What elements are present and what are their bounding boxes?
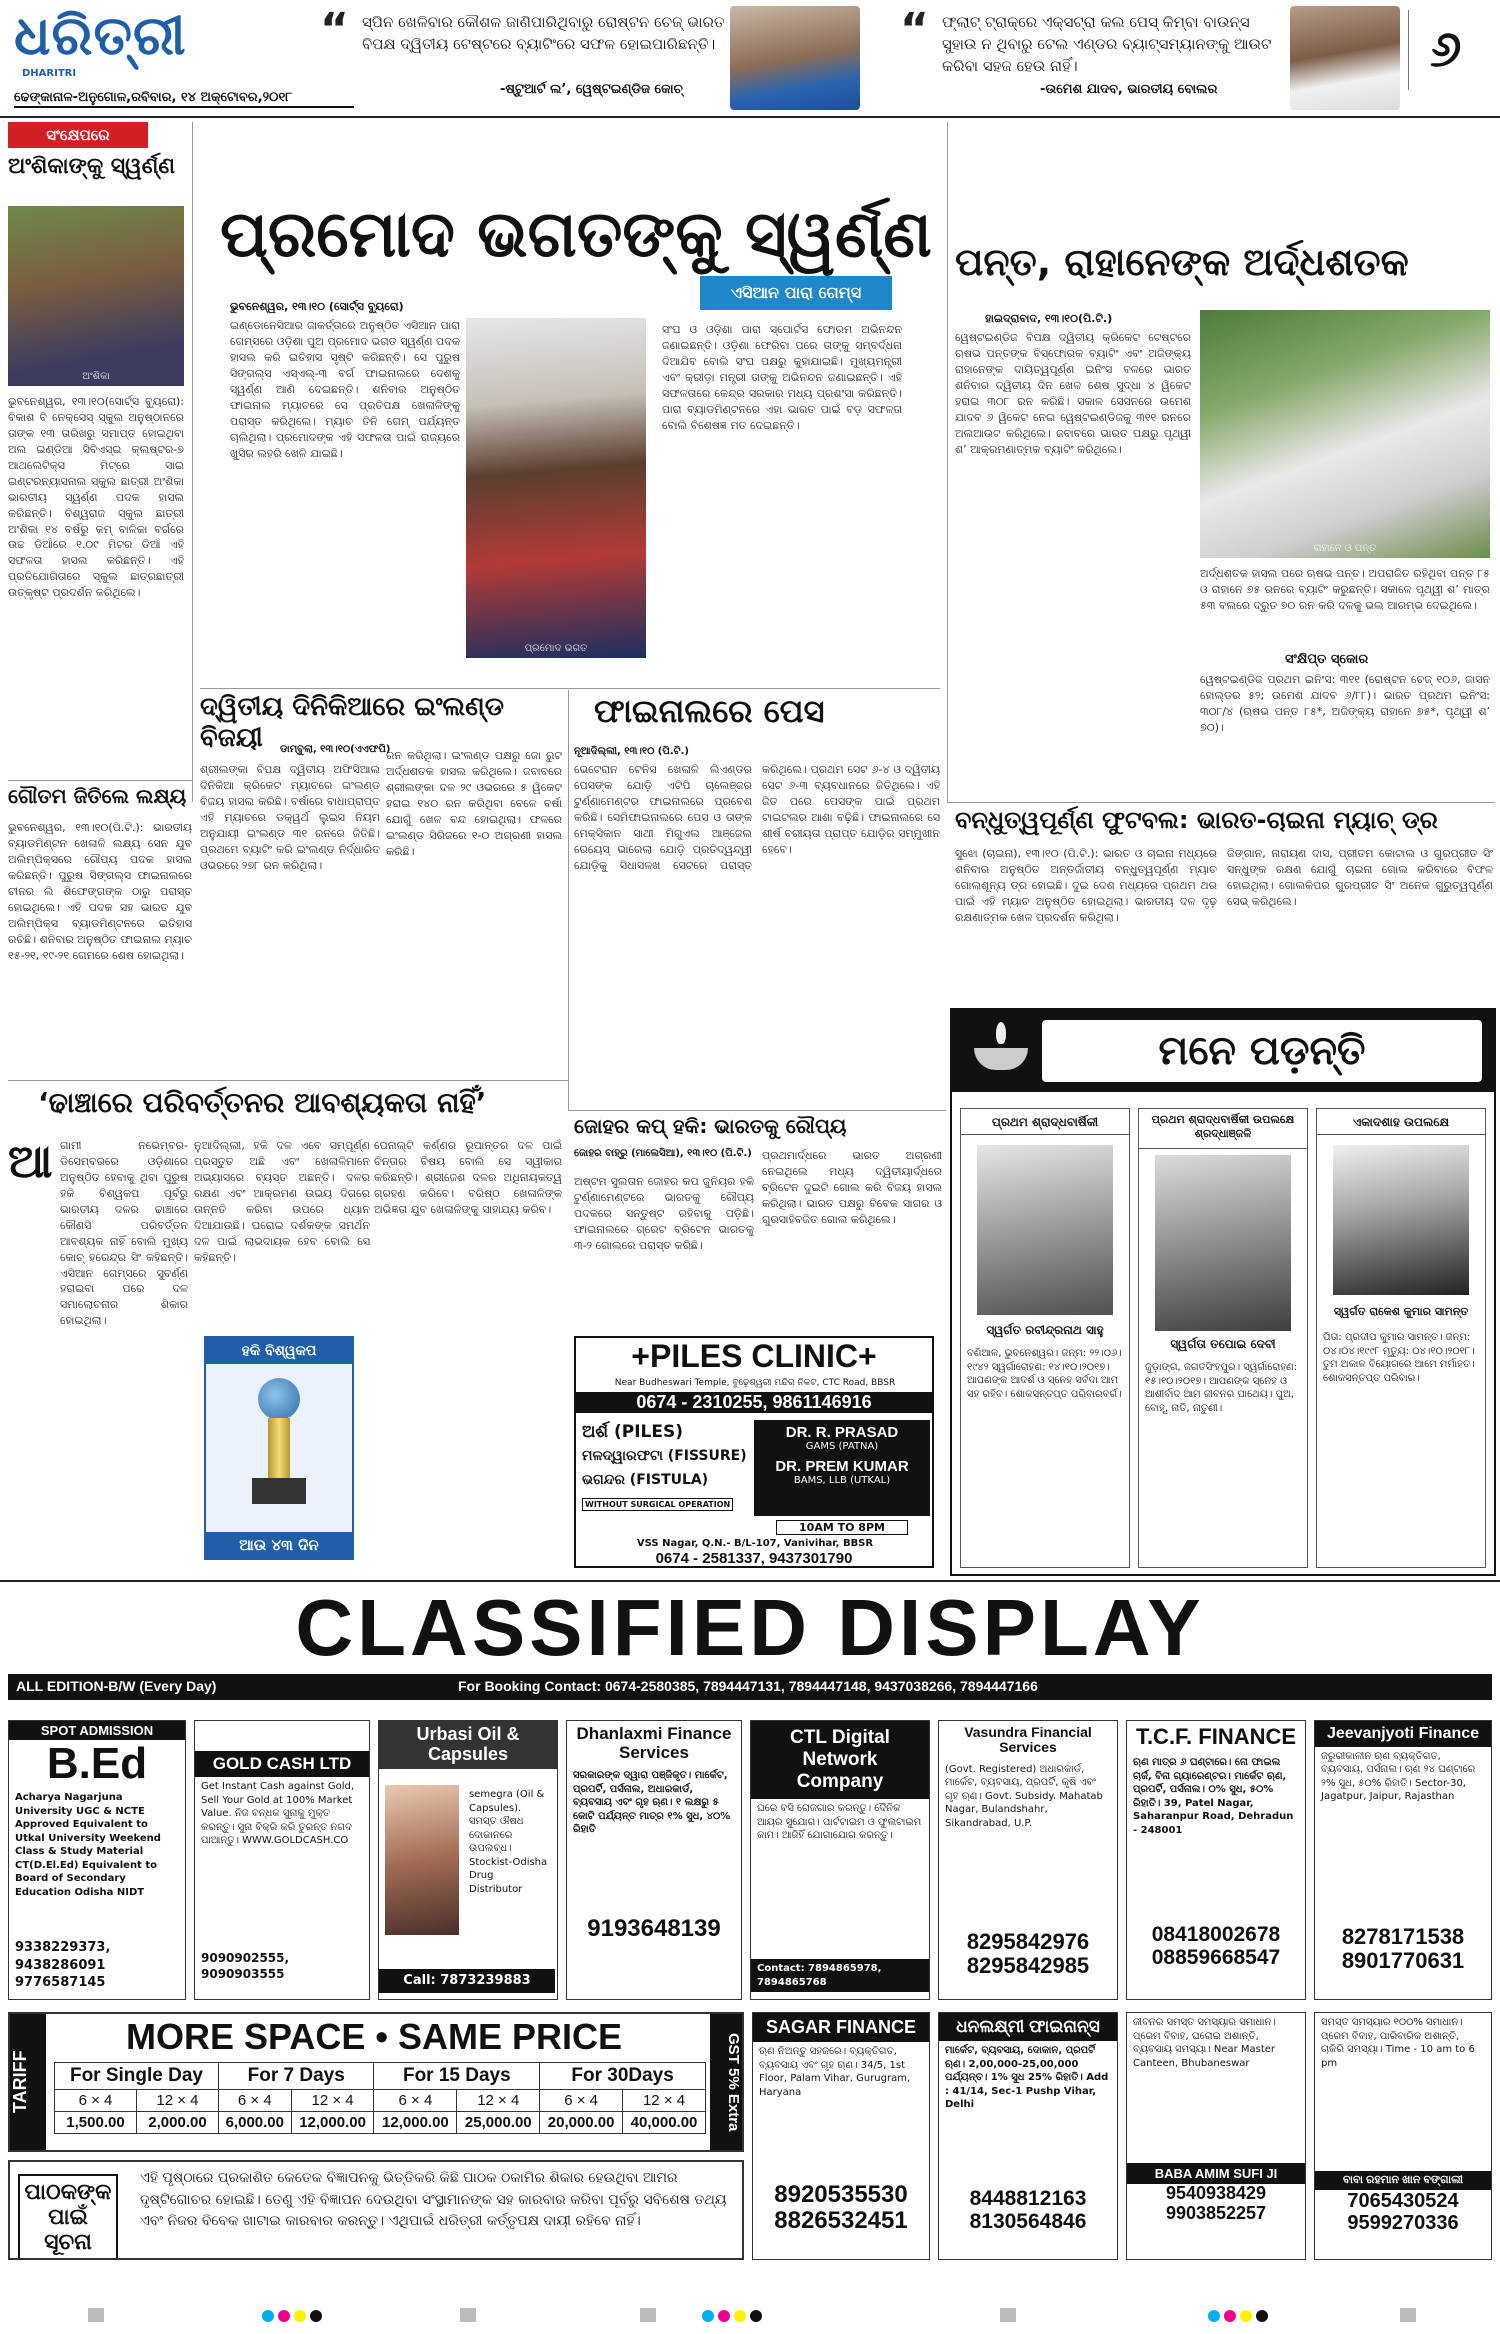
hockey-dropcap: ଆ bbox=[8, 1134, 53, 1188]
cricket-col-1: ୱେଷ୍ଟଇଣ୍ଡିଜ ବିପକ୍ଷ ଦ୍ୱିତୀୟ କ୍ରିକେଟ ଟେଷ୍ଟରେ ଋଷଭ ପନ୍ତଙ୍କ ବିସ୍ଫୋରକ ବ୍ୟାଟିଂ ଏବଂ ଅଜିଙ୍କ୍ୟ ରାହାନେଙ୍କ ଦାୟିତ୍ୱପୂର୍ଣ୍ଣ ଇନିଂସ ବଳରେ ଭାରତ ଶନିବାର ଦ୍ୱିତୀୟ ଦିନ ଖେଳ ଶେଷ ସୁଦ୍ଧା ୪ ୱିକେଟ ହରାଇ ୩୦୮ ରନ କରିଛି। ସକାଳ ସେସନରେ ଉମେଶ ଯାଦବ ୬ ୱିକେଟ ନେଇ ୱେଷ୍ଟଇଣ୍ଡିଜକୁ ୩୧୧ ରନରେ ଅଲଆଉଟ କରିଥିଲେ। ଜବାବରେ ଭାରତ ପକ୍ଷରୁ ପୃଥ୍ୱୀ ଶ’ ଆକ୍ରମଣାତ୍ମକ ବ୍ୟାଟିଂ କରିଥିଲେ। bbox=[955, 331, 1191, 456]
quote-1-text: ସ୍ପିନ ଖେଳିବାର କୌଶଳ ଜାଣିପାରିଥିବାରୁ ରୋଷ୍ଟନ ଚେଜ୍ ଭାରତ ବିପକ୍ଷ ଦ୍ୱିତୀୟ ଟେଷ୍ଟରେ ବ୍ୟାଟିଂରେ ସଫଳ ହୋଇପାରିଛନ୍ତି। bbox=[362, 13, 725, 53]
memorial-text-1: ବଣିଆଳ, ଭୁବନେଶ୍ୱର। ଜନ୍ମ: ୨୨।୦୬।୧୯୪୨ ସ୍ୱର୍ଗାରୋହଣ: ୧୪।୧୦।୨୦୧୭। ଆପଣଙ୍କ ଆଦର୍ଶ ଓ ସ୍ନେହ ସର୍ବଦା ଆମ ସହ ରହିବ। ଶୋକସନ୍ତପ୍ତ ପରିବାରବର୍ଗ। bbox=[967, 1348, 1122, 1400]
ad-bed-body: Acharya Nagarjuna University UGC & NCTE Approved Equivalent to Utkal University Weekend Class & Study Material CT(D.El.Ed) Equivalent to Board of Secondary Education Odisha NIDT bbox=[15, 1792, 161, 1898]
ad-urbasi-body: semegra (Oil & Capsules). ସମସ୍ତ ଔଷଧ ଦୋକାନରେ ଉପଲବ୍ଧ। Stockist-Odisha Drug Distributor bbox=[469, 1789, 548, 1895]
doctor-2-qual: BAMS, LLB (UTKAL) bbox=[793, 1475, 891, 1486]
tariff-size: 12 × 4 bbox=[291, 2090, 374, 2112]
piles-item-3: ଭଗନ୍ଦର (FISTULA) bbox=[582, 1472, 709, 1488]
tariff-box bbox=[8, 2012, 744, 2152]
tariff-price: 2,000.00 bbox=[136, 2112, 218, 2134]
lead-headline: ପ୍ରମୋଦ ଭଗତଙ୍କୁ ସ୍ୱର୍ଣ୍ଣ bbox=[220, 198, 932, 272]
ad-baba-amim-phone: 9540938429 9903852257 bbox=[1165, 2183, 1267, 2223]
tariff-size: 6 × 4 bbox=[374, 2090, 457, 2112]
football-col-2: ଜିଙ୍ଗାନ, ନାରାୟଣ ଦାସ, ପ୍ରୀତମ କୋଟାଲ ଓ ଗୁରପ୍ରୀତ ସିଂ ସନ୍ଧୁଙ୍କ ରକ୍ଷଣ ଯୋଗୁଁ ଚାଇନା ଗୋଲ କରିବାରେ ବିଫଳ ହୋଇଥିଲା। ଗୋଲକିପର ଗୁରପ୍ରୀତ ସିଂ ଅନେକ ଗୁରୁତ୍ୱପୂର୍ଣ୍ଣ ସେଭ୍ କରିଥିଲେ। bbox=[1227, 847, 1493, 908]
england-col-2: ରନ କରିଥିଲା। ଇଂଲଣ୍ଡ ପକ୍ଷରୁ ଜୋ ରୁଟ ଅର୍ଦ୍ଧଶତକ ହାସଲ କରିଥିଲେ। ଜବାବରେ ଶ୍ରୀଲଙ୍କା ଦଳ ୨୯ ଓଭରରେ ୫ ୱିକେଟ ହରାଇ ୧୪୦ ରନ କରିଥିବା ବେଳେ ବର୍ଷା ଯୋଗୁଁ ଖେଳ ବନ୍ଦ ହୋଇଥିଲା। ଫଳରେ ଇଂଲଣ୍ଡ ସିରିଜରେ ୧-୦ ଅଗ୍ରଣୀ ହାସଲ କରିଛି। bbox=[386, 749, 562, 858]
ad-vasundra-body: (Govt. Registered) ଅଧାରକାର୍ଡ, ମାର୍କେଟ, ବ୍ୟବସାୟ, ପ୍ରପର୍ଟି, କୃଷି ଏବଂ ଗୃହ ଋଣ। Govt. Subsidy. Mahatab Nagar, Bulandshahr, Sikandrabad, U.P. bbox=[945, 1763, 1103, 1829]
quote-2-author: -ଉମେଶ ଯାଦବ, ଭାରତୀୟ ବୋଲର bbox=[1040, 82, 1218, 97]
tariff-size: 12 × 4 bbox=[623, 2090, 706, 2112]
football-col-1: ସୁଝୋ (ଚାଇନା), ୧୩।୧୦ (ପି.ଟି.): ଭାରତ ଓ ଚାଇନା ମଧ୍ୟରେ ଶନିବାର ଅନୁଷ୍ଠିତ ଅନ୍ତର୍ଜାତୀୟ ବନ୍ଧୁତ୍ୱପୂର୍ଣ୍ଣ ମ୍ୟାଚ ଗୋଲଶୂନ୍ୟ ଡ୍ର ହୋଇଛି। ଦୁଇ ଦେଶ ମଧ୍ୟରେ ପ୍ରଥମ ଥର ପାଇଁ ଏହି ମ୍ୟାଚ ଅନୁଷ୍ଠିତ ହୋଇଥିଲା। ଭାରତୀୟ ଦଳ ଦୃଢ଼ ରକ୍ଷଣାତ୍ମକ ଖେଳ ପ୍ରଦର୍ଶନ କରିଥିଲା। bbox=[955, 847, 1217, 924]
tariff-price: 12,000.00 bbox=[374, 2112, 457, 2134]
memorial-name-3: ସ୍ୱର୍ଗତ ରାକେଶ କୁମାର ସାମନ୍ତ bbox=[1333, 1305, 1469, 1318]
bowler-photo bbox=[1290, 6, 1400, 110]
johor-col-2: ପ୍ରଥମାର୍ଦ୍ଧରେ ଭାରତ ଅଗ୍ରଣୀ ନେଇଥିଲେ ମଧ୍ୟ ଦ୍ୱିତୀୟାର୍ଦ୍ଧରେ ବ୍ରିଟେନ ଦୁଇଟି ଗୋଲ କରି ବିଜୟ ହାସଲ କରିଥିଲା। ଭାରତ ପକ୍ଷରୁ ବିବେକ ସାଗର ଓ ଗୁରସାହିବଜିତ ଗୋଲ କରିଥିଲେ। bbox=[762, 1149, 942, 1226]
reader-notice-body: ଏହି ପୃଷ୍ଠାରେ ପ୍ରକାଶିତ କେତେକ ବିଜ୍ଞାପନକୁ ଭିତ୍ତିକରି କିଛି ପାଠକ ଠକାମିର ଶିକାର ହେଉଥିବା ଆମର ଦୃଷ୍ଟିଗୋଚର ହୋଇଛି। ତେଣୁ ଏହି ବିଜ୍ଞାପନ ଦେଉଥିବା ସଂସ୍ଥାମାନଙ୍କ ସହ କାରବାର କରିବା ପୂର୍ବରୁ ସବିଶେଷ ତଥ୍ୟ ଏବଂ ନିଜର ବିବେକ ଖାଟାଇ କାରବାର କରନ୍ତୁ। ଏଥିପାଇଁ ଧରିତ୍ରୀ କର୍ତ୍ତୃପକ୍ଷ ଦାୟୀ ରହିବେ ନାହିଁ। bbox=[140, 2170, 727, 2230]
ad-goldcash-head: GOLD CASH LTD bbox=[195, 1751, 369, 1777]
piles-phone-1: 0674 - 2310255, 9861146916 bbox=[576, 1392, 932, 1413]
quote-2-text: ଫ୍ଲାଟ୍ ଟ୍ରାକ୍‌ରେ ଏକ୍ସଟ୍ରା କଲ ପେସ୍ କିମ୍ବା ବାଉନ୍ସ ସୁହାଉ ନ ଥିବାରୁ ଟେଲ ଏଣ୍ଡର ବ୍ୟାଟ୍ସମ୍ୟାନଙ୍କୁ ଆଉଟ କରିବା ସହଜ ହେଉ ନାହିଁ। bbox=[942, 13, 1272, 75]
piles-nosurgery: WITHOUT SURGICAL OPERATION bbox=[582, 1498, 733, 1511]
england-story bbox=[200, 690, 560, 1110]
tariff-period-row bbox=[55, 2063, 706, 2090]
lead-col-2: ସଂଘ ଓ ଓଡ଼ିଶା ପାରା ସ୍ପୋର୍ଟସ ଫୋରମ ଅଭିନନ୍ଦନ ଜଣାଇଛନ୍ତି। ଓଡ଼ିଶା ଫେରିବା ପରେ ତାଙ୍କୁ ସମ୍ବର୍ଦ୍ଧନା ଦିଆଯିବ ବୋଲି ସଂଘ ପକ୍ଷରୁ କୁହାଯାଇଛି। ମୁଖ୍ୟମନ୍ତ୍ରୀ ଏବଂ କ୍ରୀଡ଼ା ମନ୍ତ୍ରୀ ତାଙ୍କୁ ଅଭିନନ୍ଦନ ଜଣାଇଛନ୍ତି। ଏହି ସଫଳତାରେ କେନ୍ଦ୍ର ସରକାର ମଧ୍ୟ ପ୍ରଶଂସା କରିଛନ୍ତି। ପାରା ବ୍ୟାଡମିଣ୍ଟନରେ ଏହା ଭାରତ ପାଇଁ ବଡ଼ ସଫଳତା ବୋଲି ବିଶେଷଜ୍ଞ ମତ ଦେଇଛନ୍ତି। bbox=[662, 323, 902, 432]
ad-vasundra bbox=[938, 1720, 1118, 2000]
lakshya-story bbox=[8, 784, 192, 1084]
pace-body: ଭେଟେରାନ ଟେନିସ ଖେଳାଳି ଲିଏଣ୍ଡର ପେସଙ୍କ ଯୋଡ଼ି ଏଟିପି ଚାଲେଞ୍ଜର ଟୁର୍ଣ୍ଣାମେଣ୍ଟର ଫାଇନାଲରେ ପ୍ରବେଶ କରିଛି। ସେମିଫାଇନାଲରେ ପେସ ଓ ତାଙ୍କ ମେକ୍ସିକାନ ସାଥୀ ମିଗୁଏଲ ଆଞ୍ଜେଲ ରେୟେସ୍ ଭାରେଲା ଯୋଡ଼ି ପ୍ରତିଦ୍ୱନ୍ଦ୍ୱୀ ଯୋଡ଼ିକୁ ସିଧାସଳଖ ସେଟରେ ପରାସ୍ତ କରିଥିଲେ। ପ୍ରଥମ ସେଟ ୬-୪ ଓ ଦ୍ୱିତୀୟ ସେଟ ୬-୩ ବ୍ୟବଧାନରେ ଜିତିଥିଲେ। ଏହି ଜିତ ପରେ ପେସଙ୍କ ପାଇଁ ପ୍ରଥମ ଟାଇଟଲର ଆଶା ବଢ଼ିଛି। ଫାଇନାଲରେ ସେ ଶୀର୍ଷ ବରୀୟତା ପ୍ରାପ୍ତ ଯୋଡ଼ିର ସମ୍ମୁଖୀନ ହେବେ। bbox=[574, 763, 940, 872]
memorial-text-2: ଜୁଡ଼ାଙ୍ଗ, ଜଗତସିଂହପୁର। ସ୍ୱର୍ଗାରୋହଣ: ୧୫।୧୦।୨୦୧୭। ଆପଣଙ୍କ ସ୍ନେହ ଓ ଆଶୀର୍ବାଦ ଆମ ଜୀବନର ପାଥେୟ। ପୁଅ, ବୋହୂ, ନାତି, ନାତୁଣୀ। bbox=[1145, 1362, 1298, 1414]
johor-dateline: ଜୋହର ବାହ୍ରୁ (ମାଲେସିଆ), ୧୩।୧୦ (ପି.ଟି.) bbox=[574, 1148, 752, 1159]
brief-headline: ଅଂଶିକାଙ୍କୁ ସ୍ୱର୍ଣ୍ଣ bbox=[8, 154, 176, 179]
masthead bbox=[0, 0, 1500, 112]
ad-goldcash bbox=[194, 1720, 370, 2000]
ad-dhanlaxmi-head: Dhanlaxmi Finance Services bbox=[576, 1724, 732, 1762]
ad-baba-amim-head: BABA AMIM SUFI JI bbox=[1127, 2163, 1305, 2184]
football-story bbox=[955, 806, 1495, 1006]
ad-bed-phone: 9338229373, 9438286091 9776587145 bbox=[15, 1940, 111, 1991]
lamp-icon bbox=[970, 1020, 1030, 1080]
football-headline: ବନ୍ଧୁତ୍ୱପୂର୍ଣ୍ଣ ଫୁଟବଲ: ଭାରତ-ଚାଇନା ମ୍ୟାଚ୍ ଡ୍ର bbox=[955, 806, 1438, 834]
ad-bed-head: SPOT ADMISSION bbox=[9, 1721, 185, 1740]
tariff-period: For 15 Days bbox=[374, 2063, 540, 2090]
ad-vasundra-phone: 8295842976 8295842985 bbox=[966, 1928, 1090, 1978]
quote-mark-icon: “ bbox=[320, 4, 349, 55]
memorial-section bbox=[950, 1008, 1496, 1576]
world-cup-countdown: ଆଉ ୪୩ ଦିନ bbox=[206, 1532, 352, 1558]
logo: ଧରିତ୍ରୀ bbox=[14, 4, 187, 67]
ad-tcf-body: ଋଣ ମାତ୍ର ୬ ଘଣ୍ଟାରେ। ନୋ ଫାଇଲ ଚାର୍ଜ, ବିନା ଗ୍ୟାରେଣ୍ଟର। ମାର୍କେଟ ଋଣ, ପ୍ରପର୍ଟି, ପର୍ସନାଲ। ୦% ସୁଧ, ୫୦% ରିହାତି। 39, Patel Nagar, Saharanpur Road, Dehradun - 248001 bbox=[1133, 1757, 1294, 1836]
hockey-col-1: ଗାମୀ ନଭେମ୍ବର-ଡିସେମ୍ବରରେ ଓଡ଼ିଶାରେ ଅନୁଷ୍ଠିତ ହେବାକୁ ଥିବା ପୁରୁଷ ହକି ବିଶ୍ୱକପ ପୂର୍ବରୁ ଭାରତୀୟ ଦଳର ଢାଞ୍ଚାରେ କୌଣସି ପରିବର୍ତ୍ତନ ଆବଶ୍ୟକ ନାହିଁ ବୋଲି ମୁଖ୍ୟ କୋଚ୍ ହରେନ୍ଦ୍ର ସିଂ କହିଛନ୍ତି। ଏସିଆନ ଗେମ୍ସରେ ସୁବର୍ଣ୍ଣ ହରାଇବା ପରେ ଦଳ ସମାଲୋଚନାର ଶିକାର ହୋଇଥିଲା। bbox=[60, 1139, 188, 1328]
dateline-bar bbox=[14, 86, 354, 108]
ad-dhanlaxmi-body: ସରକାରଙ୍କ ଦ୍ୱାରା ପଞ୍ଜିକୃତ। ମାର୍କେଟ, ପ୍ରପର୍ଟି, ପର୍ସନାଲ, ଅଧାରକାର୍ଡ, ବ୍ୟବସାୟ ଏବଂ ଗୃହ ଋଣ। ୧ ଲକ୍ଷରୁ ୫ କୋଟି ପର୍ଯ୍ୟନ୍ତ ମାତ୍ର ୧% ସୁଧ, ୪୦% ରିହାତି bbox=[573, 1770, 731, 1836]
doctor-1-name: DR. R. PRASAD bbox=[785, 1424, 899, 1441]
ad-sagar-body: ଋଣ ନିଅନ୍ତୁ ସହଜରେ। ବ୍ୟକ୍ତିଗତ, ବ୍ୟବସାୟ ଏବଂ ଗୃହ ଋଣ। 34/5, 1st Floor, Palam Vihar, Gurugram, Haryana bbox=[759, 2046, 911, 2098]
piles-address-2: VSS Nagar, Q.N.- B/L-107, Vanivihar, BBSR bbox=[636, 1538, 874, 1549]
ad-tcf-phone: 08418002678 08859668547 bbox=[1151, 1923, 1281, 1970]
memorial-card-2-label: ପ୍ରଥମ ଶ୍ରାଦ୍ଧବାର୍ଷିକୀ ଉପଲକ୍ଷେ ଶ୍ରଦ୍ଧାଞ୍ଜଳି bbox=[1139, 1109, 1307, 1149]
lead-col-1: ଇଣ୍ଡୋନେସିଆର ଜାକର୍ତ୍ତାରେ ଅନୁଷ୍ଠିତ ଏସିଆନ ପାରା ଗେମ୍‌ସରେ ଓଡ଼ିଶା ପୁଅ ପ୍ରମୋଦ ଭଗତ ସ୍ୱର୍ଣ୍ଣ ପଦକ ହାସଲ କରି ଇତିହାସ ସୃଷ୍ଟି କରିଛନ୍ତି। ସେ ପୁରୁଷ ସିଙ୍ଗଲ୍ସ ଏସ୍‌ଏଲ୍-୩ ବର୍ଗ ଫାଇନାଲରେ ଦେଶକୁ ସ୍ୱର୍ଣ୍ଣ ଆଣି ଦେଇଛନ୍ତି। ଶନିବାର ଅନୁଷ୍ଠିତ ଫାଇନାଲ ମ୍ୟାଚରେ ସେ ପ୍ରତିପକ୍ଷ ଖେଳାଳିଙ୍କୁ ପରାସ୍ତ କରିଥିଲେ। ମ୍ୟାଚ ତିନି ଗେମ୍ ପର୍ଯ୍ୟନ୍ତ ଚାଲିଥିଲା। ପ୍ରମୋଦଙ୍କ ଏହି ସଫଳତା ପାଇଁ ରାଜ୍ୟରେ ଖୁସିର ଲହରି ଖେଳି ଯାଇଛି। bbox=[230, 319, 460, 460]
lead-story bbox=[200, 200, 940, 680]
pace-headline: ଫାଇନାଲରେ ପେସ bbox=[594, 692, 825, 730]
doctor-2-name: DR. PREM KUMAR bbox=[775, 1458, 909, 1475]
tariff-size: 6 × 4 bbox=[55, 2090, 137, 2112]
piles-phone-2: 0674 - 2581337, 9437301790 bbox=[655, 1550, 853, 1567]
classified-bar bbox=[8, 1674, 1492, 1700]
tariff-price: 6,000.00 bbox=[218, 2112, 291, 2134]
tariff-table bbox=[54, 2062, 706, 2134]
score-title: ସଂକ୍ଷିପ୍ତ ସ୍କୋର bbox=[1285, 652, 1369, 667]
ad-goldcash-body: Get Instant Cash against Gold, Sell Your Gold at 100% Market Value. ନିଜ ବନ୍ଧକ ସୁନାକୁ ମୁକ୍ତ କରନ୍ତୁ। ସୁନା ବିକ୍ରି କରି ତୁରନ୍ତ ନଗଦ ପାଆନ୍ତୁ। WWW.GOLDCASH.CO bbox=[201, 1781, 355, 1846]
ad-ctl bbox=[750, 1720, 930, 2000]
hockey-headline: ‘ଢାଞ୍ଚାରେ ପରିବର୍ତ୍ତନର ଆବଶ୍ୟକତା ନାହିଁ’ bbox=[38, 1086, 487, 1119]
classified-title: CLASSIFIED DISPLAY bbox=[295, 1583, 1205, 1672]
reader-notice bbox=[8, 2160, 744, 2260]
tariff-size-row bbox=[55, 2090, 706, 2112]
memorial-text-3: ପିତା: ପ୍ରଦୀପ କୁମାର ସାମନ୍ତ। ଜନ୍ମ: ୦୪।୦୪।୧୯୯୮ ମୃତ୍ୟୁ: ୦୪।୧୦।୨୦୧୮। ତୁମ ଅକାଳ ବିୟୋଗରେ ଆମେ ମର୍ମାହତ। ଶୋକସନ୍ତପ୍ତ ପରିବାର। bbox=[1323, 1332, 1475, 1384]
memorial-name-1: ସ୍ୱର୍ଗତ ରବୀନ୍ଦ୍ରନାଥ ସାହୁ bbox=[986, 1323, 1104, 1337]
ad-bed-big: B.Ed bbox=[46, 1739, 148, 1788]
logo-subtitle: DHARITRI bbox=[22, 68, 77, 79]
lead-photo bbox=[466, 318, 646, 658]
brief-body: ଭୁବନେଶ୍ୱର, ୧୩।୧୦(ସୋର୍ଟ୍ସ ବ୍ୟୁରୋ): ବିକାଶ ବି ନେକ୍ସେସ୍ ସ୍କୁଲ ଅନୁଷ୍ଠାନରେ ତାଙ୍କ ୧୩ ତାରିଖରୁ ସମାପ୍ତ ହୋଇଥିବା ଅଲ ଇଣ୍ଡିଆ ସିବିଏସ୍‌ଇ କ୍ଲଷ୍ଟର-୭ ଆଥଲେଟିକ୍ସ ମିଟ୍‌ରେ ସାଇ ଇଣ୍ଟରନ୍ୟାସନାଲ ସ୍କୁଲ ଛାତ୍ରୀ ଅଂଶିକା ଭାରତୀୟ ସ୍ୱର୍ଣ୍ଣ ପଦକ ହାସଲ କରିଛନ୍ତି। ବିଶ୍ୱରାଜ ସ୍କୁଲ ଛାତ୍ରୀ ଅଂଶିକା ୧୪ ବର୍ଷରୁ କମ୍ ବାଳିକା ବର୍ଗରେ ଉଚ୍ଚ ଡିଆଁରେ ୧.୦୯ ମିଟର ଡିଆଁ ଏହି ସଫଳତା ହାସଲ କରିଛନ୍ତି। ଏହି ପ୍ରତିଯୋଗିତାରେ ସ୍କୁଲ ଛାତ୍ରଛାତ୍ରୀ ଉତ୍କୃଷ୍ଟ ପ୍ରଦର୍ଶନ କରିଥିଲେ। bbox=[8, 395, 184, 600]
ad-dhanalakshmi-phone: 8448812163 8130564846 bbox=[969, 2187, 1087, 2234]
ad-baba-rahman-body: ସମସ୍ତ ସମସ୍ୟାର ୧୦୦% ସମାଧାନ। ପ୍ରେମ ବିବାହ, ପାରିବାରିକ ଅଶାନ୍ତି, ଚାକିରି ସମସ୍ୟା। Time - 10 am to 6 pm bbox=[1321, 2017, 1475, 2069]
brief-section bbox=[8, 122, 188, 802]
brief-label: ସଂକ୍ଷେପରେ bbox=[8, 122, 148, 148]
ad-ctl-phone: Contact: 7894865978, 7894865768 bbox=[751, 1959, 929, 1992]
ad-baba-amim-body: ଜୀବନର ସମସ୍ତ ସମସ୍ୟାର ସମାଧାନ। ପ୍ରେମ ବିବାହ, ଘରୋଇ ଅଶାନ୍ତି, ବ୍ୟବସାୟ ସମସ୍ୟା। Near Master Canteen, Bhubaneswar bbox=[1133, 2017, 1276, 2069]
memorial-card-3-label: ଏକାଦଶାହ ଉପଲକ୍ଷେ bbox=[1317, 1109, 1485, 1135]
ad-sagar-phone: 8920535530 8826532451 bbox=[774, 2181, 908, 2235]
england-col-1: ଶ୍ରୀଲଙ୍କା ବିପକ୍ଷ ଦ୍ୱିତୀୟ ଅଫିସିଆଲ ଦିନିକିଆ କ୍ରିକେଟ ମ୍ୟାଚରେ ଇଂଲଣ୍ଡ ବିଜୟ ହାସଲ କରିଛି। ବର୍ଷାରେ ବାଧାପ୍ରାପ୍ତ ଏହି ମ୍ୟାଚରେ ଡକ୍‌ୱର୍ଥ ଲୁଇସ ନିୟମ ଅନୁଯାୟୀ ଇଂଲଣ୍ଡ ୩୧ ରନରେ ଜିତିଛି। ପ୍ରଥମେ ବ୍ୟାଟିଂ କରି ଇଂଲଣ୍ଡ ନିର୍ଦ୍ଧାରିତ ଓଭରରେ ୨୭୮ ରନ କରିଥିଲା। bbox=[200, 763, 380, 872]
cricket-photo-caption: ରାହାନେ ଓ ପନ୍ତ bbox=[1313, 543, 1377, 554]
ad-dhanalakshmi bbox=[938, 2012, 1118, 2260]
quote-1 bbox=[320, 4, 770, 106]
tariff-price: 20,000.00 bbox=[540, 2112, 623, 2134]
ad-vasundra-head: Vasundra Financial Services bbox=[964, 1724, 1092, 1756]
england-headline: ଦ୍ୱିତୀୟ ଦିନିକିଆରେ ଇଂଲଣ୍ଡ ବିଜୟୀ bbox=[200, 692, 505, 753]
memorial-photo-3 bbox=[1333, 1145, 1469, 1295]
cricket-photo bbox=[1200, 310, 1490, 558]
memorial-name-2: ସ୍ୱର୍ଗତା ତପୋଇ ଦେବୀ bbox=[1170, 1337, 1276, 1351]
tariff-price: 1,500.00 bbox=[55, 2112, 137, 2134]
lead-photo-caption: ପ୍ରମୋଦ ଭଗତ bbox=[524, 643, 588, 654]
pace-dateline: ନୂଆଦିଲ୍ଲୀ, ୧୩।୧୦ (ପି.ଟି.) bbox=[574, 746, 689, 757]
lakshya-body: ଭୁବନେଶ୍ୱର, ୧୩।୧୦(ପି.ଟି.): ଭାରତୀୟ ବ୍ୟାଡମିଣ୍ଟନ ଖେଳାଳି ଲକ୍ଷ୍ୟ ସେନ ଯୁବ ଅଲିମ୍ପିକ୍ସରେ ରୌପ୍ୟ ପଦକ ହାସଲ କରିଛନ୍ତି। ପୁରୁଷ ସିଙ୍ଗଲ୍ସ ଫାଇନାଲରେ ଚୀନର ଲି ଶିଫେଙ୍ଗଙ୍କ ଠାରୁ ପରାସ୍ତ ହୋଇଥିଲେ। ଏହି ପଦକ ସହ ଭାରତ ଯୁବ ଅଲିମ୍ପିକ୍ସ ବ୍ୟାଡମିଣ୍ଟନରେ ଇତିହାସ ରଚିଛି। ଶନିବାର ଅନୁଷ୍ଠିତ ଫାଇନାଲ ମ୍ୟାଚ ୧୫-୨୧, ୧୯-୨୧ ଗେମରେ ଶେଷ ହୋଇଥିଲା। bbox=[8, 821, 192, 962]
ad-tcf bbox=[1126, 1720, 1306, 2000]
ad-urbasi bbox=[378, 1720, 558, 2000]
ad-goldcash-phone: 9090902555, 9090903555 bbox=[201, 1951, 290, 1982]
ad-urbasi-photo bbox=[385, 1785, 459, 1935]
ad-jeevanjyoti-phone: 8278171538 8901770631 bbox=[1341, 1923, 1465, 1973]
ad-dhanlaxmi-phone: 9193648139 bbox=[587, 1915, 721, 1943]
ad-baba-rahman-head: ବାବା ରହମାନ ଖାନ ବଙ୍ଗାଲୀ bbox=[1315, 2171, 1491, 2190]
piles-item-1: ଅର୍ଶ (PILES) bbox=[582, 1422, 683, 1442]
doctor-1-qual: GAMS (PATNA) bbox=[805, 1441, 879, 1452]
print-marks bbox=[0, 2300, 1500, 2334]
ad-sagar bbox=[752, 2012, 930, 2260]
cricket-headline: ପନ୍ତ, ରାହାନେଙ୍କ ଅର୍ଦ୍ଧଶତକ bbox=[955, 240, 1409, 284]
ad-dhanalakshmi-head: ଧନଲକ୍ଷ୍ମୀ ଫାଇନାନ୍ସ bbox=[939, 2013, 1117, 2041]
tariff-size: 6 × 4 bbox=[540, 2090, 623, 2112]
piles-item-2: ମଳଦ୍ୱାରଫଟା (FISSURE) bbox=[582, 1448, 747, 1464]
memorial-banner bbox=[952, 1010, 1494, 1092]
cricket-dateline: ହାଇଦ୍ରାବାଦ, ୧୩।୧୦(ପି.ଟି.) bbox=[985, 312, 1113, 325]
page-number: ୬ bbox=[1430, 20, 1462, 78]
tariff-price: 40,000.00 bbox=[623, 2112, 706, 2134]
world-cup-box bbox=[204, 1336, 354, 1560]
memorial-photo-2 bbox=[1155, 1155, 1291, 1331]
ad-baba-rahman bbox=[1314, 2012, 1492, 2260]
brief-photo-caption: ଅଂଶିକା bbox=[82, 371, 110, 382]
lead-dateline: ଭୁବନେଶ୍ୱର, ୧୩।୧୦ (ସୋର୍ଟ୍ସ ବ୍ୟୁରୋ) bbox=[230, 300, 404, 313]
hockey-story bbox=[8, 1086, 564, 1566]
quote-mark-icon: “ bbox=[900, 4, 929, 55]
ad-urbasi-phone: Call: 7873239883 bbox=[379, 1969, 555, 1993]
piles-address-1: Near Budheswari Temple, ବୁଢ଼େଶ୍ୱରୀ ମନ୍ଦିର ନିକଟ, CTC Road, BBSR bbox=[614, 1378, 896, 1388]
piles-timing: 10AM TO 8PM bbox=[776, 1520, 908, 1535]
england-dateline: ଡାମ୍ବୁଲା, ୧୩।୧୦(ଏଏଫପି) bbox=[280, 744, 391, 755]
classified-booking: For Booking Contact: 0674-2580385, 7894447131, 7894447148, 9437038266, 7894447166 bbox=[458, 1678, 1038, 1694]
ad-baba-rahman-phone: 7065430524 9599270336 bbox=[1347, 2190, 1459, 2234]
memorial-title: ମନେ ପଡ଼ନ୍ତି bbox=[1042, 1020, 1482, 1082]
memorial-card-1-label: ପ୍ରଥମ ଶ୍ରାଦ୍ଧବାର୍ଷିକୀ bbox=[961, 1109, 1129, 1135]
world-cup-title: ହକି ବିଶ୍ୱକପ bbox=[206, 1338, 352, 1364]
tariff-size: 12 × 4 bbox=[136, 2090, 218, 2112]
ad-bed bbox=[8, 1720, 186, 2000]
reader-notice-title: ପାଠକଙ୍କ ପାଇଁ ସୂଚନା bbox=[18, 2174, 118, 2260]
ad-tcf-head: T.C.F. FINANCE bbox=[1135, 1724, 1297, 1749]
cricket-col-2: ଅର୍ଦ୍ଧଶତକ ହାସଲ ପରେ ଋଷଭ ପନ୍ତ। ଅପରାଜିତ ରହିଥିବା ପନ୍ତ ୮୫ ଓ ରାହାନେ ୭୫ ରନରେ ବ୍ୟାଟିଂ କରୁଛନ୍ତି। ସକାଳେ ପୃଥ୍ୱୀ ଶ’ ମାତ୍ର ୫୩ ବଲରେ ଦ୍ରୁତ ୭୦ ରନ କରି ଦଳକୁ ଭଲ ଆରମ୍ଭ ଦେଇଥିଲେ। bbox=[1200, 567, 1490, 612]
tariff-period: For 7 Days bbox=[218, 2063, 374, 2090]
tariff-period: For 30Days bbox=[540, 2063, 706, 2090]
tariff-title: MORE SPACE • SAME PRICE bbox=[125, 2016, 622, 2057]
ad-ctl-head: CTL Digital Network Company bbox=[751, 1721, 929, 1799]
hockey-col-2: ନୁଆଦିଲ୍ଲୀ, ହକି ଦଳ ଏବେ ସମ୍ପୂର୍ଣ୍ଣ ପ୍ରସ୍ତୁତ ଅଛି ଏବଂ ଖେଳାଳିମାନେ ଅଭ୍ୟାସରେ ବ୍ୟସ୍ତ ଅଛନ୍ତି। ଦଳର ରକ୍ଷଣ ଏବଂ ଆକ୍ରମଣ ଉଭୟ ଦିଗରେ ଉନ୍ନତି କରିବା ଉପରେ ଧ୍ୟାନ ଦିଆଯାଉଛି। ଘରୋଇ ଦର୍ଶକଙ୍କ ସମର୍ଥନ ଦଳ ପାଇଁ ଲାଭଦାୟକ ହେବ ବୋଲି ସେ କହିଛନ୍ତି। bbox=[194, 1139, 370, 1264]
coach-photo bbox=[730, 6, 860, 110]
classified-edition: ALL EDITION-B/W (Every Day) bbox=[16, 1678, 217, 1694]
tariff-price-row bbox=[55, 2112, 706, 2134]
brief-photo bbox=[8, 206, 184, 386]
score-body: ୱେଷ୍ଟଇଣ୍ଡିଜ ପ୍ରଥମ ଇନିଂସ: ୩୧୧ (ରୋଷ୍ଟନ ଚେଜ୍ ୧୦୬, ଜାସନ ହୋଲ୍ଡର ୫୨; ଉମେଶ ଯାଦବ ୬/୮୮)। ଭାରତ ପ୍ରଥମ ଇନିଂସ: ୩୦୮/୪ (ଋଷଭ ପନ୍ତ ୮୫*, ଅଜିଙ୍କ୍ୟ ରାହାନେ ୭୫*, ପୃଥ୍ୱୀ ଶ’ ୭୦)। bbox=[1200, 673, 1490, 734]
ad-sagar-head: SAGAR FINANCE bbox=[753, 2013, 929, 2042]
tariff-period: For Single Day bbox=[55, 2063, 219, 2090]
quote-1-author: -ଷ୍ଟୁଆର୍ଟ ଲ’, ୱେଷ୍ଟଇଣ୍ଡିଜ କୋଚ୍ bbox=[500, 82, 683, 97]
lead-tag: ଏସିଆନ ପାରା ଗେମ୍ସ bbox=[700, 276, 892, 310]
ad-ctl-body: ଘରେ ବସି ରୋଜଗାର କରନ୍ତୁ। ଦୈନିକ ଆୟର ସୁଯୋଗ। ପାର୍ଟଟାଇମ ଓ ଫୁଲଟାଇମ କାମ। ଆଜିହିଁ ଯୋଗାଯୋଗ କରନ୍ତୁ। bbox=[757, 1803, 922, 1841]
johor-headline: ଜୋହର କପ୍ ହକି: ଭାରତକୁ ରୌପ୍ୟ bbox=[574, 1114, 847, 1138]
memorial-photo-1 bbox=[977, 1145, 1113, 1315]
piles-doctors bbox=[754, 1420, 930, 1516]
johor-story bbox=[574, 1114, 942, 1330]
dateline: ଢେଙ୍କାନାଳ-ଅନୁଗୋଳ,ରବିବାର, ୧୪ ଅକ୍ଟୋବର,୨୦୧୮ bbox=[14, 90, 293, 105]
ad-jeevanjyoti bbox=[1314, 1720, 1492, 2000]
ad-baba-amim bbox=[1126, 2012, 1306, 2260]
cricket-story bbox=[955, 240, 1495, 800]
pace-story bbox=[574, 690, 940, 1110]
lakshya-headline: ଗୌତମ ଜିତିଲେ ଲକ୍ଷ୍ୟ bbox=[8, 784, 187, 808]
tariff-price: 12,000.00 bbox=[291, 2112, 374, 2134]
ad-urbasi-head: Urbasi Oil & Capsules bbox=[379, 1721, 557, 1769]
memorial-card-1 bbox=[960, 1108, 1130, 1568]
tariff-gst: GST 5% Extra bbox=[710, 2014, 742, 2150]
piles-title: +PILES CLINIC+ bbox=[631, 1338, 877, 1374]
tariff-size: 6 × 4 bbox=[218, 2090, 291, 2112]
ad-jeevanjyoti-body: ଜରୁରୀକାଳୀନ ଋଣ ବ୍ୟକ୍ତିଗତ, ବ୍ୟବସାୟ, ପର୍ସନାଲ। ଋଣ ୨୪ ଘଣ୍ଟାରେ ୨% ସୁଧ, ୫୦% ରିହାତି। Sector-30, Jagatpur, Jaipur, Rajasthan bbox=[1321, 1750, 1476, 1803]
johor-col-1: ଅଷ୍ଟମ ସୁଲତାନ ଜୋହର କପ ଜୁନିୟର ହକି ଟୁର୍ଣ୍ଣାମେଣ୍ଟରେ ଭାରତକୁ ରୌପ୍ୟ ପଦକରେ ସନ୍ତୁଷ୍ଟ ରହିବାକୁ ପଡ଼ିଛି। ଫାଇନାଲରେ ଗ୍ରେଟ ବ୍ରିଟେନ ଭାରତକୁ ୩-୨ ଗୋଲରେ ପରାସ୍ତ କରିଛି। bbox=[574, 1175, 754, 1252]
tariff-label: TARIFF bbox=[10, 2014, 46, 2150]
hockey-col-3: ପେନାଲ୍ଟି କର୍ଣ୍ଣର ରୂପାନ୍ତର ଦଳ ପାଇଁ ଚିନ୍ତାର ବିଷୟ ବୋଲି ସେ ସ୍ୱୀକାର କରିଛନ୍ତି। ଶ୍ରୀଜେଶ ଦଳର ଅଧିନାୟକତ୍ୱ ଗ୍ରହଣ କରିବେ। ବରିଷ୍ଠ ଖେଳାଳିଙ୍କ ଅଭିଜ୍ଞତା ଯୁବ ଖେଳାଳିଙ୍କୁ ସାହାଯ୍ୟ କରିବ। bbox=[374, 1139, 562, 1216]
ad-dhanlaxmi bbox=[566, 1720, 742, 2000]
memorial-card-2 bbox=[1138, 1108, 1308, 1568]
memorial-card-3 bbox=[1316, 1108, 1486, 1568]
tariff-size: 12 × 4 bbox=[457, 2090, 540, 2112]
ad-dhanalakshmi-body: ମାର୍କେଟ, ବ୍ୟବସାୟ, ଦୋକାନ, ପ୍ରପର୍ଟି ଋଣ। 2,00,000-25,00,000 ପର୍ଯ୍ୟନ୍ତ। 1% ସୁଧ 25% ରିହାତି। Add : 41/14, Sec-1 Pushp Vihar, Delhi bbox=[945, 2045, 1109, 2110]
ad-jeevanjyoti-head: Jeevanjyoti Finance bbox=[1315, 1721, 1491, 1747]
tariff-price: 25,000.00 bbox=[457, 2112, 540, 2134]
piles-clinic-ad bbox=[574, 1336, 934, 1568]
trophy-icon bbox=[246, 1378, 312, 1508]
